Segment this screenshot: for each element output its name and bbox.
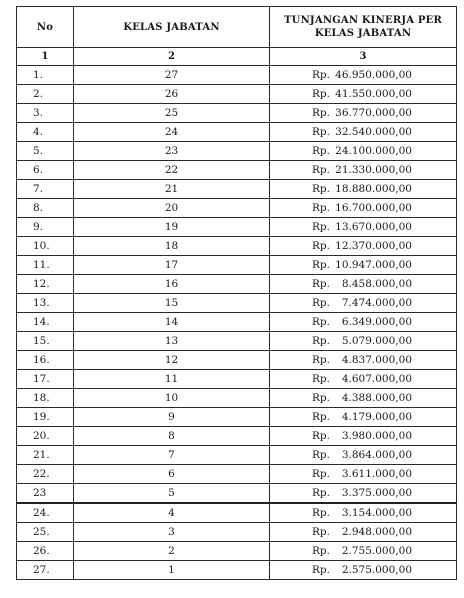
table-row: [17, 294, 457, 313]
tunjangan-value: [270, 142, 457, 161]
currency-label: Rp.: [312, 430, 330, 442]
row-number: 23: [17, 484, 74, 504]
amount-value: 6.349.000,00: [341, 316, 412, 328]
tunjangan-value: [270, 446, 457, 465]
row-number: 14.: [17, 313, 74, 332]
amount-value: 24.100.000,00: [335, 145, 412, 157]
row-number: 10.: [17, 237, 74, 256]
tunjangan-value: [270, 427, 457, 446]
currency-label: Rp.: [312, 354, 330, 366]
kelas-jabatan-value: 15: [74, 294, 270, 313]
tunjangan-value: [270, 199, 457, 218]
row-number: 6.: [17, 161, 74, 180]
tunjangan-value: [270, 161, 457, 180]
amount-value: 4.179.000,00: [341, 411, 412, 423]
row-number: 13.: [17, 294, 74, 313]
currency-label: Rp.: [312, 564, 330, 576]
row-number: 3.: [17, 104, 74, 123]
kelas-jabatan-value: 19: [74, 218, 270, 237]
kelas-jabatan-value: 2: [74, 542, 270, 561]
amount-value: 3.611.000,00: [341, 468, 412, 480]
column-index-row: [17, 48, 457, 66]
currency-label: Rp.: [312, 335, 330, 347]
currency-label: Rp.: [312, 221, 330, 233]
table-row: [17, 503, 457, 523]
kelas-jabatan-value: 12: [74, 351, 270, 370]
table-row: [17, 389, 457, 408]
kelas-jabatan-value: 26: [74, 85, 270, 104]
currency-label: Rp.: [312, 278, 330, 290]
tunjangan-value: [270, 123, 457, 142]
row-number: 20.: [17, 427, 74, 446]
tunjangan-kinerja-table: [16, 6, 457, 580]
kelas-jabatan-value: 9: [74, 408, 270, 427]
header-no: No: [17, 7, 74, 48]
amount-value: 32.540.000,00: [335, 126, 412, 138]
kelas-jabatan-value: 11: [74, 370, 270, 389]
row-number: 7.: [17, 180, 74, 199]
tunjangan-value: [270, 180, 457, 199]
tunjangan-value: [270, 294, 457, 313]
table-row: [17, 484, 457, 504]
kelas-jabatan-value: 20: [74, 199, 270, 218]
row-number: 22.: [17, 465, 74, 484]
currency-label: Rp.: [312, 373, 330, 385]
table-row: [17, 180, 457, 199]
tunjangan-value: [270, 484, 457, 504]
currency-label: Rp.: [312, 164, 330, 176]
tunjangan-value: [270, 542, 457, 561]
row-number: 2.: [17, 85, 74, 104]
table-row: [17, 446, 457, 465]
column-index-3: 3: [270, 48, 457, 66]
row-number: 5.: [17, 142, 74, 161]
row-number: 16.: [17, 351, 74, 370]
row-number: 26.: [17, 542, 74, 561]
tunjangan-value: [270, 66, 457, 85]
amount-value: 16.700.000,00: [335, 202, 412, 214]
tunjangan-value: [270, 85, 457, 104]
table-row: [17, 408, 457, 427]
kelas-jabatan-value: 5: [74, 484, 270, 504]
kelas-jabatan-value: 23: [74, 142, 270, 161]
amount-value: 21.330.000,00: [335, 164, 412, 176]
amount-value: 4.837.000,00: [341, 354, 412, 366]
table-header-row: [17, 7, 457, 48]
table-body: [17, 66, 457, 580]
table-row: [17, 427, 457, 446]
kelas-jabatan-value: 4: [74, 503, 270, 523]
amount-value: 13.670.000,00: [335, 221, 412, 233]
amount-value: 3.375.000,00: [341, 487, 412, 499]
kelas-jabatan-value: 10: [74, 389, 270, 408]
currency-label: Rp.: [312, 259, 330, 271]
tunjangan-value: [270, 237, 457, 256]
currency-label: Rp.: [312, 107, 330, 119]
amount-value: 7.474.000,00: [341, 297, 412, 309]
table-row: [17, 523, 457, 542]
currency-label: Rp.: [312, 468, 330, 480]
currency-label: Rp.: [312, 545, 330, 557]
currency-label: Rp.: [312, 240, 330, 252]
table-row: [17, 313, 457, 332]
amount-value: 36.770.000,00: [335, 107, 412, 119]
amount-value: 3.980.000,00: [341, 430, 412, 442]
row-number: 21.: [17, 446, 74, 465]
row-number: 11.: [17, 256, 74, 275]
row-number: 17.: [17, 370, 74, 389]
table-row: [17, 142, 457, 161]
tunjangan-value: [270, 370, 457, 389]
currency-label: Rp.: [312, 449, 330, 461]
currency-label: Rp.: [312, 126, 330, 138]
table-row: [17, 256, 457, 275]
currency-label: Rp.: [312, 69, 330, 81]
column-index-1: 1: [17, 48, 74, 66]
tunjangan-value: [270, 503, 457, 523]
row-number: 4.: [17, 123, 74, 142]
table-row: [17, 370, 457, 389]
table-row: [17, 237, 457, 256]
kelas-jabatan-value: 7: [74, 446, 270, 465]
row-number: 1.: [17, 66, 74, 85]
tunjangan-value: [270, 561, 457, 580]
tunjangan-value: [270, 351, 457, 370]
amount-value: 2.575.000,00: [341, 564, 412, 576]
kelas-jabatan-value: 1: [74, 561, 270, 580]
amount-value: 41.550.000,00: [335, 88, 412, 100]
kelas-jabatan-value: 17: [74, 256, 270, 275]
column-index-2: 2: [74, 48, 270, 66]
tunjangan-value: [270, 523, 457, 542]
amount-value: 46.950.000,00: [335, 69, 412, 81]
currency-label: Rp.: [312, 183, 330, 195]
amount-value: 10.947.000,00: [335, 259, 412, 271]
amount-value: 4.388.000,00: [341, 392, 412, 404]
kelas-jabatan-value: 22: [74, 161, 270, 180]
kelas-jabatan-value: 27: [74, 66, 270, 85]
table-row: [17, 332, 457, 351]
row-number: 12.: [17, 275, 74, 294]
table-row: [17, 275, 457, 294]
kelas-jabatan-value: 13: [74, 332, 270, 351]
amount-value: 2.948.000,00: [341, 526, 412, 538]
tunjangan-value: [270, 104, 457, 123]
currency-label: Rp.: [312, 202, 330, 214]
currency-label: Rp.: [312, 88, 330, 100]
tunjangan-value: [270, 465, 457, 484]
amount-value: 4.607.000,00: [341, 373, 412, 385]
row-number: 8.: [17, 199, 74, 218]
table-row: [17, 66, 457, 85]
amount-value: 3.864.000,00: [341, 449, 412, 461]
tunjangan-value: [270, 332, 457, 351]
kelas-jabatan-value: 6: [74, 465, 270, 484]
header-kelas-jabatan: KELAS JABATAN: [74, 7, 270, 48]
kelas-jabatan-value: 24: [74, 123, 270, 142]
currency-label: Rp.: [312, 526, 330, 538]
amount-value: 2.755.000,00: [341, 545, 412, 557]
table-row: [17, 123, 457, 142]
table-row: [17, 85, 457, 104]
tunjangan-value: [270, 275, 457, 294]
tunjangan-value: [270, 256, 457, 275]
row-number: 25.: [17, 523, 74, 542]
kelas-jabatan-value: 3: [74, 523, 270, 542]
row-number: 15.: [17, 332, 74, 351]
table-row: [17, 542, 457, 561]
amount-value: 5.079.000,00: [341, 335, 412, 347]
amount-value: 18.880.000,00: [335, 183, 412, 195]
amount-value: 8.458.000,00: [341, 278, 412, 290]
table-row: [17, 199, 457, 218]
currency-label: Rp.: [312, 487, 330, 499]
currency-label: Rp.: [312, 411, 330, 423]
amount-value: 3.154.000,00: [341, 507, 412, 519]
table-row: [17, 465, 457, 484]
kelas-jabatan-value: 8: [74, 427, 270, 446]
tunjangan-value: [270, 313, 457, 332]
kelas-jabatan-value: 14: [74, 313, 270, 332]
tunjangan-value: [270, 408, 457, 427]
row-number: 18.: [17, 389, 74, 408]
kelas-jabatan-value: 16: [74, 275, 270, 294]
currency-label: Rp.: [312, 297, 330, 309]
row-number: 9.: [17, 218, 74, 237]
currency-label: Rp.: [312, 316, 330, 328]
table-row: [17, 561, 457, 580]
kelas-jabatan-value: 25: [74, 104, 270, 123]
amount-value: 12.370.000,00: [335, 240, 412, 252]
kelas-jabatan-value: 18: [74, 237, 270, 256]
tunjangan-value: [270, 389, 457, 408]
currency-label: Rp.: [312, 145, 330, 157]
kelas-jabatan-value: 21: [74, 180, 270, 199]
table-row: [17, 161, 457, 180]
currency-label: Rp.: [312, 392, 330, 404]
row-number: 24.: [17, 503, 74, 523]
header-tunjangan-kinerja: TUNJANGAN KINERJA PER KELAS JABATAN: [270, 7, 457, 48]
currency-label: Rp.: [312, 507, 330, 519]
table-row: [17, 351, 457, 370]
row-number: 19.: [17, 408, 74, 427]
tunjangan-value: [270, 218, 457, 237]
row-number: 27.: [17, 561, 74, 580]
table-row: [17, 104, 457, 123]
table-row: [17, 218, 457, 237]
